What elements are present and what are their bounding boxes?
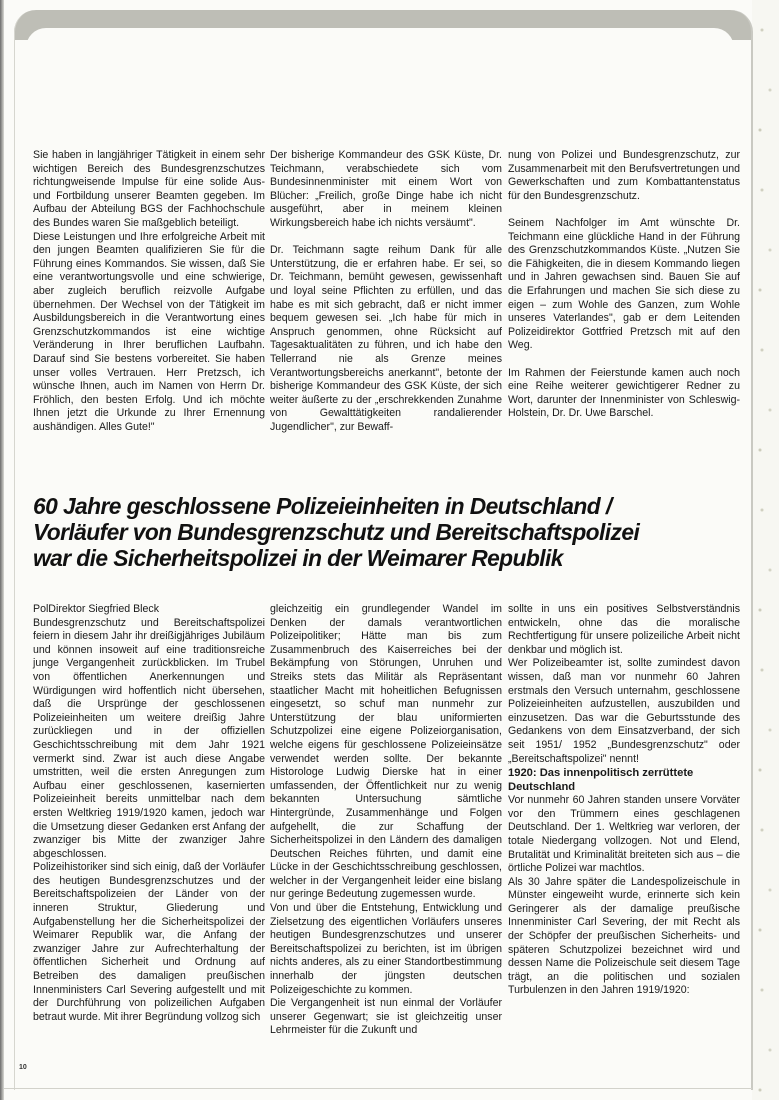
paragraph: gleichzeitig ein grundlegender Wandel im Denken der damals verantwortlichen Polizeipolitiker; Hätte man bis zum Zusammenbruch des Kaiserreiches bei der Bekämpfung von Störungen, Unruhen und Streiks stets das Militär als Repräsentant staatlicher Macht mit hoheitlichen Befugnissen eingesetzt, so schuf man nunmehr zur Unterstützung der blau uniformierten Schutzpolizei eine eigene Polizeiorganisation, welche eigens für geschlossene Polizeieinsätze verwendet werden sollte. Der bekannte Historologe Ludwig Dierske hat in einer umfassenden, der Öffentlichkeit nur zu wenig bekannten Untersuchung sämtliche Hintergründe, Zusammenhänge und Folgen aufgehellt, die zur Schaffung der Sicherheitspolizei in den Ländern des damaligen Deutschen Reiches führten, und damit eine Lücke in der Geschichtsschreibung geschlossen, welcher in der Vergangenheit leider eine bislang nur geringe Bedeutung zugemessen wurde. bbox=[270, 603, 502, 901]
paragraph: Bundesgrenzschutz und Bereitschaftspolizei feiern in diesem Jahr ihr dreißigjähriges Jubiläum und können insoweit auf eine traditionsreiche junge Vergangenheit zurückblicken. Im Trubel von öffentlichen Anerkennungen und Würdigungen wird hoffentlich nicht übersehen, daß die Ursprünge der geschlossenen Polizeieinheiten um weitere dreißig Jahre zurückliegen und in der offiziellen Geschichtsschreibung mit dem Jahr 1921 vermerkt sind. Zwar ist auch diese Angabe umstritten, weil die ersten Anregungen zum Aufbau einer geschlossenen, kasernierten Polizeieinheit bereits unmittelbar nach dem ersten Weltkrieg 1919/1920 kamen, jedoch war die Umsetzung dieser Gedanken erst Anfang der zwanziger bis Mitte der zwanziger Jahre abgeschlossen. bbox=[33, 616, 265, 860]
paragraph: Sie haben in langjähriger Tätigkeit in einem sehr wichtigen Bereich des Bundesgrenzschutzes richtungweisende Impulse für eine solide Aus- und Fortbildung unserer Beamten gegeben. Im Aufbau der Abteilung BGS der Fachhochschule des Bundes waren Sie maßgeblich beteiligt. bbox=[33, 149, 265, 229]
page-binding-edge bbox=[0, 0, 4, 1100]
paragraph: Diese Leistungen und Ihre erfolgreiche Arbeit mit den jungen Beamten qualifizieren Sie für die Führung eines Kommandos. Sie wissen, daß Sie eine verantwortungsvolle und eine schwierige, aber zugleich beruflich reizvolle Aufgabe übernehmen. Der Wechsel von der Tätigkeit im Ausbildungsbereich in die Verantwortung eines Grenzschutzkommandos ist eine wichtige Veränderung in Ihrer beruflichen Laufbahn. Darauf sind Sie bestens vorbereitet. Sie haben unser volles Vertrauen. Herr Pretzsch, ich wünsche Ihnen, auch im Namen von Herrn Dr. Fröhlich, den besten Erfolg. Und ich möchte Ihnen jetzt die Urkunde zu Ihrer Ernennung aushändigen. Alles Gute!" bbox=[33, 230, 265, 433]
article-headline bbox=[33, 493, 722, 571]
paragraph: Von und über die Entstehung, Entwicklung und Zielsetzung des eigentlichen Vorläufers unseres heutigen Bundesgrenzschutzes und unserer Bereitschaftspolizei zu berichten, ist im übrigen nichts anderes, als zu einer Standortbestimmung innerhalb der jüngsten deutschen Polizeigeschichte zu kommen. bbox=[270, 902, 502, 996]
paragraph: Die Vergangenheit ist nun einmal der Vorläufer unserer Gegenwart; sie ist gleichzeitig unser Lehrmeister für die Zukunft und bbox=[270, 997, 502, 1037]
paragraph: nung von Polizei und Bundesgrenzschutz, zur Zusammenarbeit mit den Berufsvertretungen und Gewerkschaften und zum Kombattantenstatus für den Bundesgrenzschutz. bbox=[508, 149, 740, 202]
paragraph: Als 30 Jahre später die Landespolizeischule in Münster eingeweiht wurde, erinnerte sich kein Geringerer als der damalige preußische Innenminister Carl Severing, der mit Recht als der Schöpfer der preußischen Sicherheits- und späteren Schutzpolizei bezeichnet wird und dessen Name die Polizeischule seit diesem Tage trägt, an die politischen und sozialen Turbulenzen in den Jahren 1919/1920: bbox=[508, 875, 740, 997]
paragraph: Wer Polizeibeamter ist, sollte zumindest davon wissen, daß man vor nunmehr 60 Jahren erstmals den Versuch unternahm, geschlossene Polizeieinheiten aufzustellen, auszubilden und einzusetzen. Das war die Geburtsstunde des Gedankens von dem Einsatzverband, der sich seit 1951/ 1952 „Bundesgrenzschutz" oder „Bereitschaftspolizei" nennt! bbox=[508, 657, 740, 765]
page-bottom-rule bbox=[4, 1088, 752, 1089]
paragraph: Polizeihistoriker sind sich einig, daß der Vorläufer des heutigen Bundesgrenzschutzes und der Bereitschaftspolizeien der Länder von der inneren Struktur, Gliederung und Aufgabenstellung her die Sicherheitspolizei der Weimarer Republik war, die Anfang der zwanziger Jahre zur Aufrechterhaltung der öffentlichen Sicherheit und Ordnung auf Betreiben des damaligen preußischen Innenministers Carl Severing aufgestellt und mit der Durchführung von polizeilichen Aufgaben betraut wurde. Mit ihrer Begründung vollzog sich bbox=[33, 861, 265, 1023]
paragraph: sollte in uns ein positives Selbstverständnis entwickeln, ohne das die moralische Rechtfertigung für unsere polizeiliche Arbeit nicht denkbar und möglich ist. bbox=[508, 603, 740, 656]
main-article-column-3 bbox=[508, 603, 740, 998]
top-article-column-2 bbox=[270, 149, 502, 434]
headline-line: war die Sicherheitspolizei in der Weimarer Republik bbox=[33, 545, 563, 571]
main-article-column-1 bbox=[33, 603, 265, 1024]
headline-line: 60 Jahre geschlossene Polizeieinheiten in Deutschland / bbox=[33, 493, 612, 519]
top-article-column-3 bbox=[508, 149, 740, 421]
page-margin-strip bbox=[752, 0, 779, 1100]
paragraph: Dr. Teichmann sagte reihum Dank für alle Unterstützung, die er erfahren habe. Er sei, so Dr. Teichmann, bemüht gewesen, gewissenhaft und loyal seine Pflichten zu erfüllen, und das habe es mit sich gebracht, daß er nicht immer bequem gewesen sei. „Ich habe für mich in Anspruch genommen, ohne Rücksicht auf Tagesaktualitäten zu führen, und ich habe den Tellerrand nie als Grenze meines Verantwortungsbereichs anerkannt", betonte der bisherige Kommandeur des GSK Küste, der sich weiter äußerte zu der „erschrekkenden Zunahme von Gewalttätigkeiten randalierender Jugendlicher", zur Bewaff- bbox=[270, 244, 502, 433]
article-author: PolDirektor Siegfried Bleck bbox=[33, 603, 159, 615]
top-article-column-1 bbox=[33, 149, 265, 434]
headline-line: Vorläufer von Bundesgrenzschutz und Bereitschaftspolizei bbox=[33, 519, 640, 545]
section-subheading: 1920: Das innenpolitisch zerrüttete Deutschland bbox=[508, 767, 694, 794]
paragraph: Im Rahmen der Feierstunde kamen auch noch eine Reihe weiterer gewichtigerer Redner zu Wort, darunter der Innenminister von Schleswig-Holstein, Dr. Dr. Uwe Barschel. bbox=[508, 366, 740, 420]
main-article-column-2 bbox=[270, 603, 502, 1038]
paragraph: Der bisherige Kommandeur des GSK Küste, Dr. Teichmann, verabschiedete sich vom Bundesinnenminister mit einem Wort von Blücher: „Freilich, große Dinge habe ich nicht ausgeführt, aber in meinem kleinen Wirkungsbereich habe ich nichts versäumt". bbox=[270, 149, 502, 229]
paragraph: Seinem Nachfolger im Amt wünschte Dr. Teichmann eine glückliche Hand in der Führung des Grenzschutzkommandos Küste. „Nutzen Sie die Fähigkeiten, die in diesem Kommando liegen und in Jahren gewachsen sind. Bauen Sie auf die Erfahrungen und machen Sie sich diese zu eigen – zum Wohle des Ganzen, zum Wohle unseres Vaterlandes", gab er dem Leitenden Polizeidirektor Gottfried Pretzsch mit auf den Weg. bbox=[508, 216, 740, 352]
page-number: 10 bbox=[19, 1064, 27, 1071]
header-band-inner bbox=[26, 28, 734, 50]
paragraph: Vor nunmehr 60 Jahren standen unsere Vorväter vor den Trümmern eines geschlagenen Deutschland. Der 1. Weltkrieg war verloren, der totale Niedergang vollzogen. Not und Elend, Brutalität und Kriminalität breiteten sich aus – die örtliche Polizei war machtlos. bbox=[508, 794, 740, 875]
